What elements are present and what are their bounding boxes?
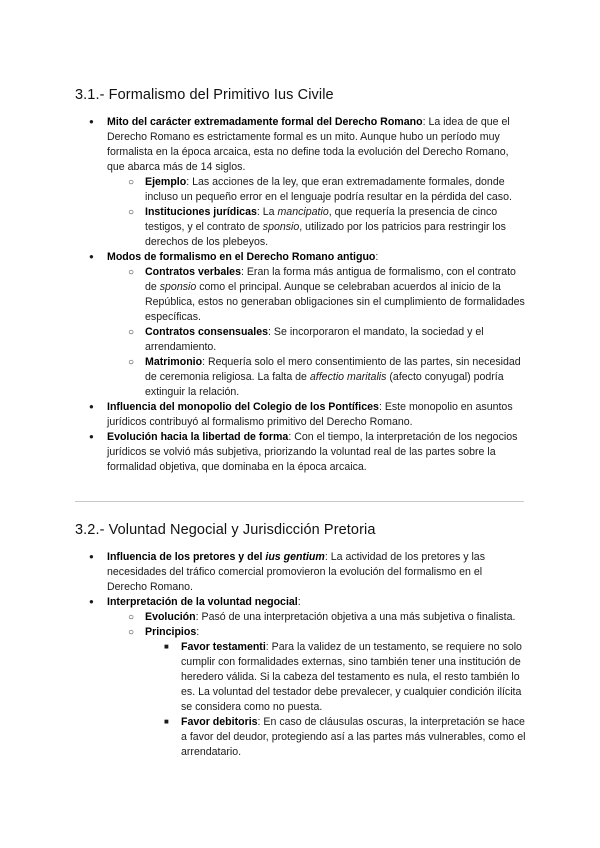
list-item: ○ Ejemplo: Las acciones de la ley, que eran extremadamente formales, donde incluso un pequeño error en el lenguaje podría resultar en la pérdida del caso.	[0, 175, 525, 205]
section-heading-3-2: 3.2.- Voluntad Negocial y Jurisdicción Pretoria	[75, 522, 376, 538]
list-item: ■ Favor debitoris: En caso de cláusulas oscuras, la interpretación se hace a favor del deudor, protegiendo así a las partes más vulnerables, como el arrendatario.	[0, 715, 526, 760]
list-item: ● Interpretación de la voluntad negocial:	[0, 595, 525, 610]
bullet-circle-icon	[128, 625, 134, 640]
bullet-circle-icon	[128, 325, 134, 340]
bullet-disc-icon	[89, 250, 94, 265]
bullet-circle-icon	[128, 205, 134, 220]
list-item: ● Mito del carácter extremadamente formal del Derecho Romano: La idea de que el Derecho Romano es estrictamente formal es un mito. Aunque hubo un período muy formalista en la época arcaica, esta no define toda la evolución del Derecho Romano, que abarca más de 14 siglos.	[0, 115, 525, 175]
section-divider	[75, 501, 524, 502]
list-item: ○ Instituciones jurídicas: La mancipatio, que requería la presencia de cinco testigos, y el contrato de sponsio, utilizado por los patricios para restringir los derechos de los plebeyos.	[0, 205, 525, 250]
list-item: ○ Principios:	[0, 625, 525, 640]
section-3-1-list	[0, 115, 600, 475]
bullet-circle-icon	[128, 265, 134, 280]
list-item: ● Influencia de los pretores y del ius gentium: La actividad de los pretores y las necesidades del tráfico comercial promovieron la evolución del formalismo en el Derecho Romano.	[0, 550, 525, 595]
bullet-circle-icon	[128, 355, 134, 370]
list-item: ● Modos de formalismo en el Derecho Romano antiguo:	[0, 250, 525, 265]
bullet-disc-icon	[89, 430, 94, 445]
list-item: ● Influencia del monopolio del Colegio de los Pontífices: Este monopolio en asuntos jurídicos contribuyó al formalismo primitivo del Derecho Romano.	[0, 400, 525, 430]
list-item: ○ Evolución: Pasó de una interpretación objetiva a una más subjetiva o finalista.	[0, 610, 525, 625]
section-3-2-list	[0, 550, 600, 760]
bullet-circle-icon	[128, 610, 134, 625]
bullet-disc-icon	[89, 550, 94, 565]
list-item: ■ Favor testamenti: Para la validez de un testamento, se requiere no solo cumplir con formalidades externas, sino también tener una institución de heredero válida. Si la cabeza del testamento es nula, el resto también lo es. La voluntad del testador debe prevalecer, y cualquier condición ilícita se considera como no puesta.	[0, 640, 526, 715]
bullet-square-icon	[164, 640, 169, 655]
bullet-circle-icon	[128, 175, 134, 190]
list-item: ○ Contratos verbales: Eran la forma más antigua de formalismo, con el contrato de sponsio como el principal. Aunque se celebraban acuerdos al inicio de la República, estos no generaban obligaciones sin el cumplimiento de formalidades específicas.	[0, 265, 525, 325]
list-item: ● Evolución hacia la libertad de forma: Con el tiempo, la interpretación de los negocios jurídicos se volvió más subjetiva, priorizando la voluntad real de las partes sobre la formalidad objetiva, que dominaba en la época arcaica.	[0, 430, 525, 475]
bullet-disc-icon	[89, 595, 94, 610]
bullet-square-icon	[164, 715, 169, 730]
bullet-disc-icon	[89, 400, 94, 415]
bullet-disc-icon	[89, 115, 94, 130]
list-item: ○ Matrimonio: Requería solo el mero consentimiento de las partes, sin necesidad de ceremonia religiosa. La falta de affectio maritalis (afecto conyugal) podría extinguir la relación.	[0, 355, 525, 400]
list-item: ○ Contratos consensuales: Se incorporaron el mandato, la sociedad y el arrendamiento.	[0, 325, 525, 355]
section-heading-3-1: 3.1.- Formalismo del Primitivo Ius Civile	[75, 87, 334, 103]
